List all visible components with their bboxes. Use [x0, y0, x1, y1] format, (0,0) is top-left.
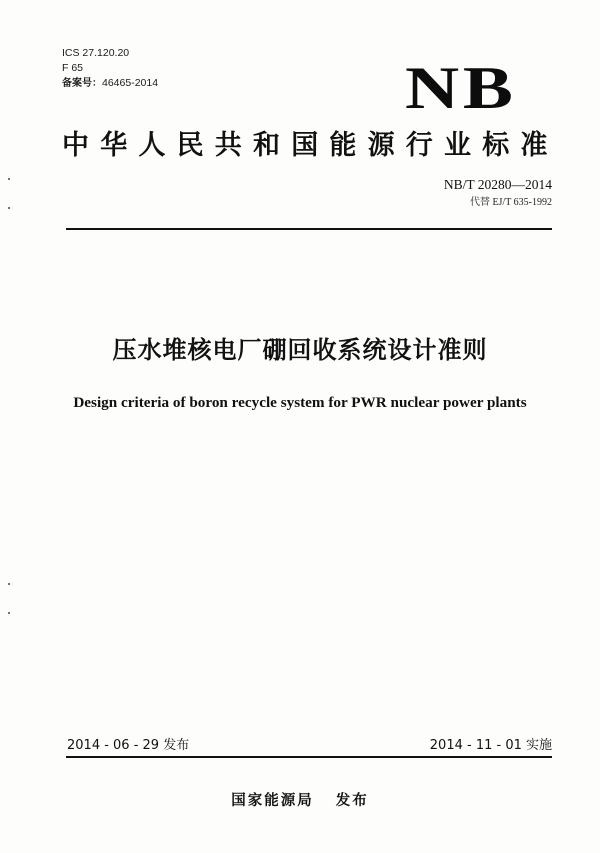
issuer-name: 国家能源局: [231, 793, 314, 809]
standard-organization-heading: 中华人民共和国能源行业标准: [62, 130, 559, 161]
ics-code: ICS 27.120.20: [62, 47, 130, 59]
record-number-value: 46465-2014: [102, 77, 159, 89]
top-divider: [66, 228, 552, 230]
issuer-line: [0, 792, 600, 810]
ccs-code: F 65: [62, 62, 84, 74]
issuer-action: 发布: [335, 793, 369, 809]
replaces-standard: 代替 EJ/T 635-1992: [469, 197, 552, 208]
bottom-divider: [66, 756, 552, 758]
document-title-cn: 压水堆核电厂硼回收系统设计准则: [112, 336, 488, 364]
implementation-date: 2014 - 11 - 01 实施: [429, 738, 552, 753]
record-number-label: 备案号：: [62, 78, 102, 89]
scan-speck: [8, 612, 10, 614]
scan-speck: [8, 178, 10, 180]
record-number: [62, 77, 158, 90]
document-title-en: Design criteria of boron recycle system for PWR nuclear power plants: [73, 394, 527, 411]
standard-number: NB/T 20280—2014: [443, 177, 552, 192]
issue-date: 2014 - 06 - 29 发布: [67, 738, 190, 753]
scan-speck: [8, 583, 10, 585]
nb-logo: NB: [405, 55, 517, 121]
scan-speck: [8, 207, 10, 209]
